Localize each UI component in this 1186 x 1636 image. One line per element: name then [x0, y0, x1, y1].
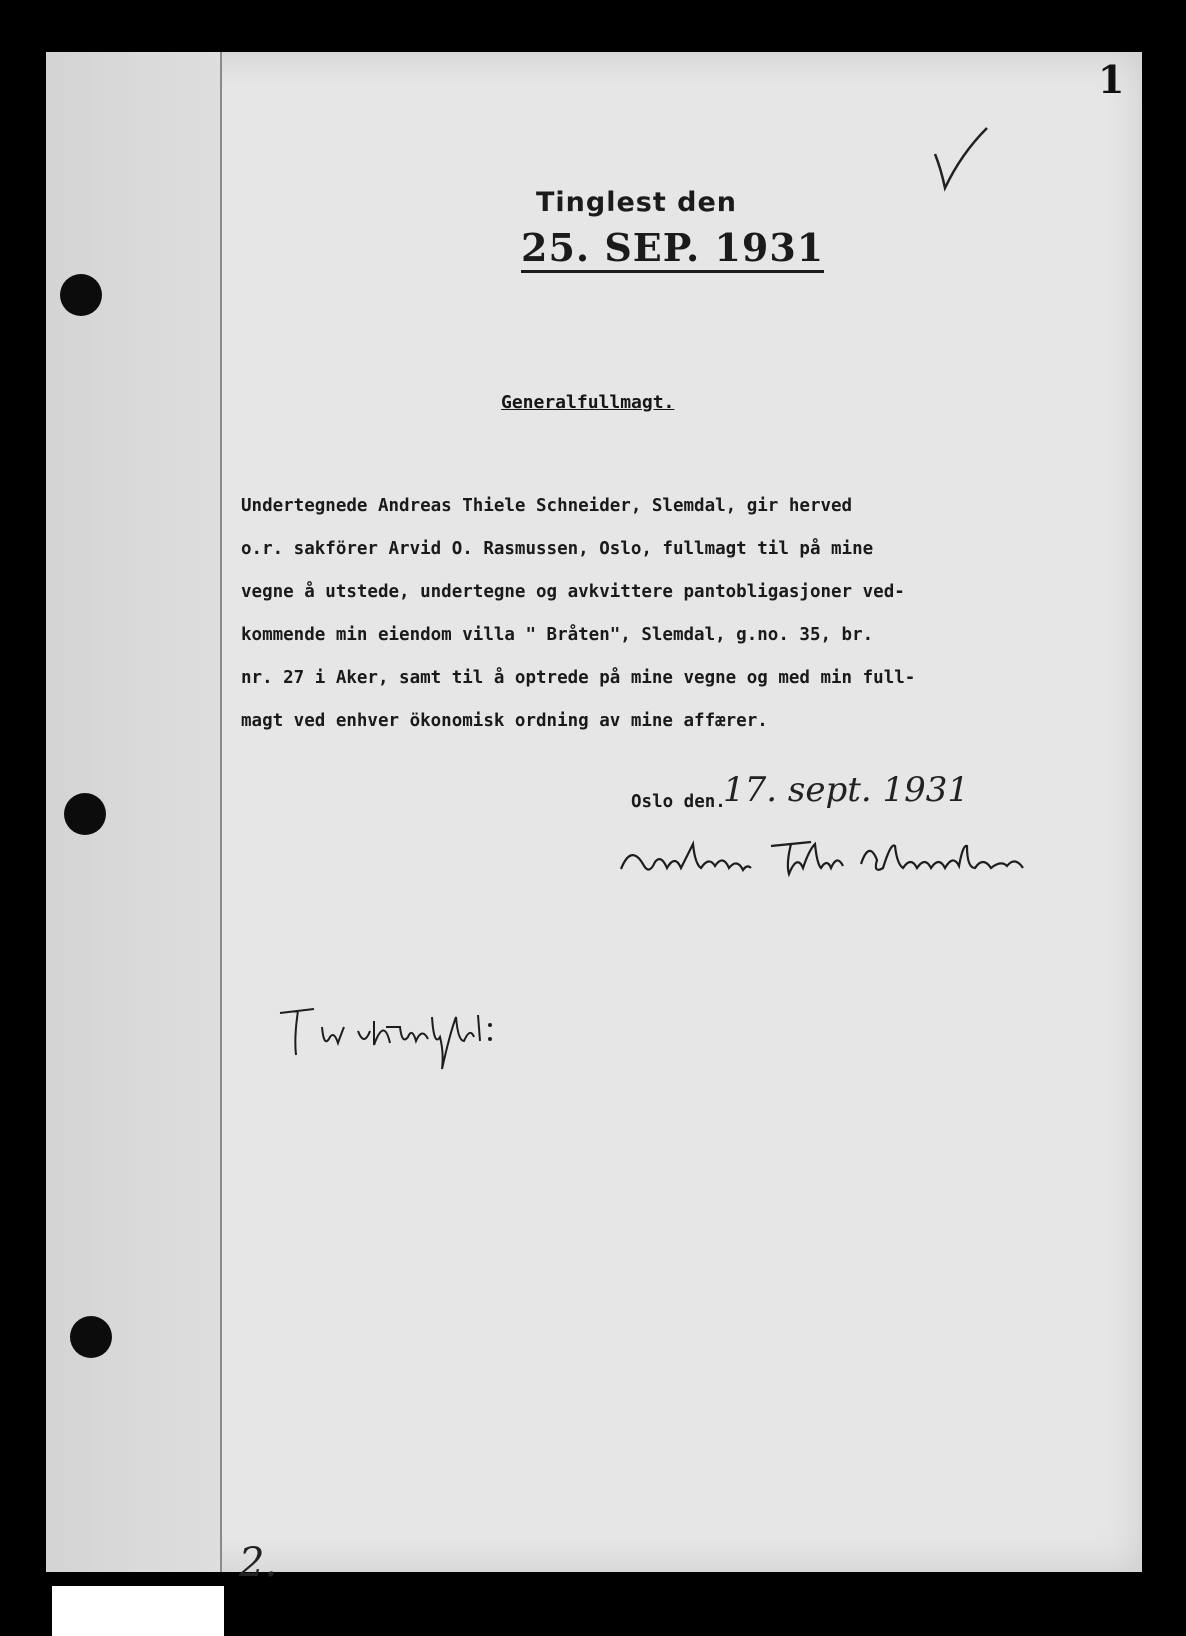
body-line: Undertegnede Andreas Thiele Schneider, Slemdal, gir herved [241, 496, 853, 516]
punch-hole [60, 274, 102, 316]
registration-stamp-label: Tinglest den [536, 187, 738, 218]
punch-hole [70, 1316, 112, 1358]
registration-stamp-date: 25. SEP. 1931 [521, 226, 824, 273]
checkmark-icon [931, 124, 991, 194]
handwritten-date: 17. sept. 1931 [723, 770, 970, 810]
body-line: o.r. sakförer Arvid O. Rasmussen, Oslo, fullmagt til på mine [241, 539, 874, 559]
document-body [241, 485, 1131, 743]
signature [611, 824, 1051, 894]
body-line: nr. 27 i Aker, samt til å optrede på mine vegne og med min full- [241, 668, 916, 688]
margin-line [220, 52, 222, 1572]
document-page [46, 52, 1142, 1586]
body-line: kommende min eiendom villa " Bråten", Slemdal, g.no. 35, br. [241, 625, 874, 645]
body-line: vegne å utstede, undertegne og avkvittere pantobligasjoner ved- [241, 582, 905, 602]
place-date-label: Oslo den. [631, 792, 726, 812]
body-line: magt ved enhver ökonomisk ordning av mine affærer. [241, 711, 768, 731]
page-number: 1 [1098, 57, 1125, 102]
punch-hole [64, 793, 106, 835]
witness-handwriting [274, 997, 504, 1077]
document-title: Generalfullmagt. [501, 392, 675, 413]
footer-number: 2. [239, 1540, 278, 1586]
white-patch [52, 1586, 224, 1636]
